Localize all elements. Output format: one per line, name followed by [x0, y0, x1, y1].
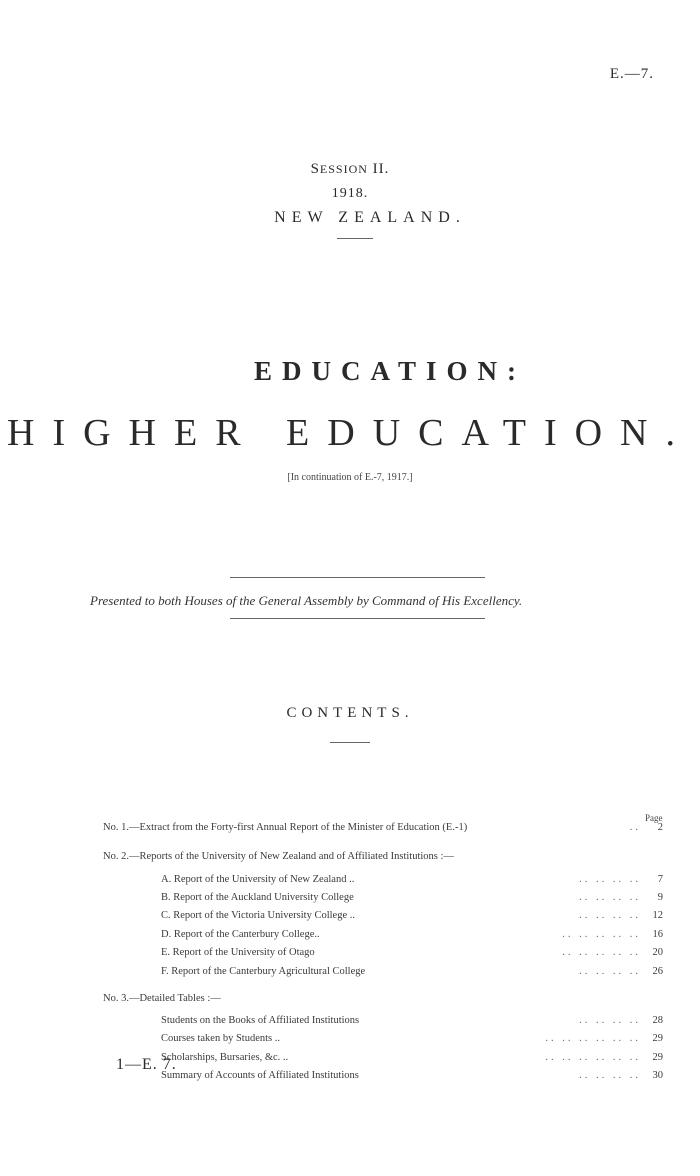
contents-heading: CONTENTS. [286, 705, 414, 721]
country-name: NEW ZEALAND. [274, 209, 466, 226]
divider-rule [337, 238, 373, 239]
session-word: ESSION [319, 162, 368, 176]
contents-entry-page: 29 [652, 1033, 663, 1044]
contents-entry [161, 929, 663, 943]
contents-entry-leader: .. .. .. .. [579, 966, 641, 977]
year: 1918. [331, 186, 369, 201]
contents-entry-title: B. Report of the Auckland University College [161, 892, 354, 903]
session-initial: S [310, 161, 320, 177]
contents-entry-leader: .. .. .. .. .. [562, 947, 641, 958]
contents-entry-title: A. Report of the University of New Zealand .. [161, 874, 355, 885]
contents-entry-leader: .. .. .. .. [579, 892, 641, 903]
contents-entry-title: No. 2.—Reports of the University of New Zealand and of Affiliated Institutions :— [103, 851, 454, 862]
contents-entry-title: F. Report of the Canterbury Agricultural College [161, 966, 366, 977]
contents-entry-page: 29 [652, 1052, 663, 1063]
contents-entry-title: Students on the Books of Affiliated Institutions [161, 1015, 360, 1026]
contents-entry [161, 947, 663, 961]
contents-entry-leader: .. .. .. .. [579, 910, 641, 921]
continuation-note: [In continuation of E.-7, 1917.] [287, 472, 413, 483]
contents-entry-title: E. Report of the University of Otago [161, 947, 315, 958]
page-column-label: Page [645, 813, 663, 823]
contents-entry-leader: .. .. .. .. [579, 874, 641, 885]
session-number: II. [372, 161, 390, 177]
contents-entry-page: 9 [657, 892, 663, 903]
contents-entry [103, 822, 663, 836]
contents-entry [161, 874, 663, 888]
contents-entry [161, 892, 663, 906]
session-line [0, 161, 700, 178]
contents-entry-leader: .. .. .. .. .. .. [545, 1033, 641, 1044]
contents-entry-page: 28 [652, 1015, 663, 1026]
subtitle: HIGHER EDUCATION. [7, 412, 693, 454]
contents-entry [161, 1052, 663, 1066]
contents-entry [161, 910, 663, 924]
contents-entry-page: 30 [652, 1070, 663, 1081]
contents-entry-leader: .. .. .. .. [579, 1070, 641, 1081]
divider-rule [230, 577, 485, 578]
contents-entry [103, 993, 663, 1007]
contents-entry-title: Courses taken by Students .. [161, 1033, 280, 1044]
contents-entry-title: Summary of Accounts of Affiliated Institutions [161, 1070, 359, 1081]
contents-entry-title: C. Report of the Victoria University College .. [161, 910, 355, 921]
divider-rule [230, 618, 485, 619]
divider-rule [330, 742, 370, 743]
contents-entry-leader: .. .. .. .. [579, 1015, 641, 1026]
page-signature: 1—E. 7. [116, 1056, 177, 1073]
contents-entry-page: 20 [652, 947, 663, 958]
contents-entry [161, 966, 663, 980]
contents-entry [161, 1033, 663, 1047]
contents-entry-title: No. 1.—Extract from the Forty-first Annual Report of the Minister of Education (E.-1) [103, 822, 468, 833]
contents-entry-page: 7 [657, 874, 663, 885]
contents-entry-leader: .. [629, 822, 641, 833]
document-reference: E.—7. [609, 66, 654, 82]
contents-entry-leader: .. .. .. .. .. .. [545, 1052, 641, 1063]
main-title: EDUCATION: [253, 356, 526, 386]
contents-entry-title: Scholarships, Bursaries, &c. .. [161, 1052, 289, 1063]
contents-entry [103, 851, 663, 865]
contents-entry-page: 26 [652, 966, 663, 977]
contents-entry-title: No. 3.—Detailed Tables :— [103, 993, 221, 1004]
contents-entry-page: 2 [657, 822, 663, 833]
contents-entry-page: 12 [652, 910, 663, 921]
contents-entry-leader: .. .. .. .. .. [562, 929, 641, 940]
contents-entry [161, 1070, 663, 1084]
contents-entry [161, 1015, 663, 1029]
presentation-statement: Presented to both Houses of the General Assembly by Command of His Excellency. [90, 593, 523, 608]
contents-entry-title: D. Report of the Canterbury College.. [161, 929, 320, 940]
contents-entry-page: 16 [652, 929, 663, 940]
